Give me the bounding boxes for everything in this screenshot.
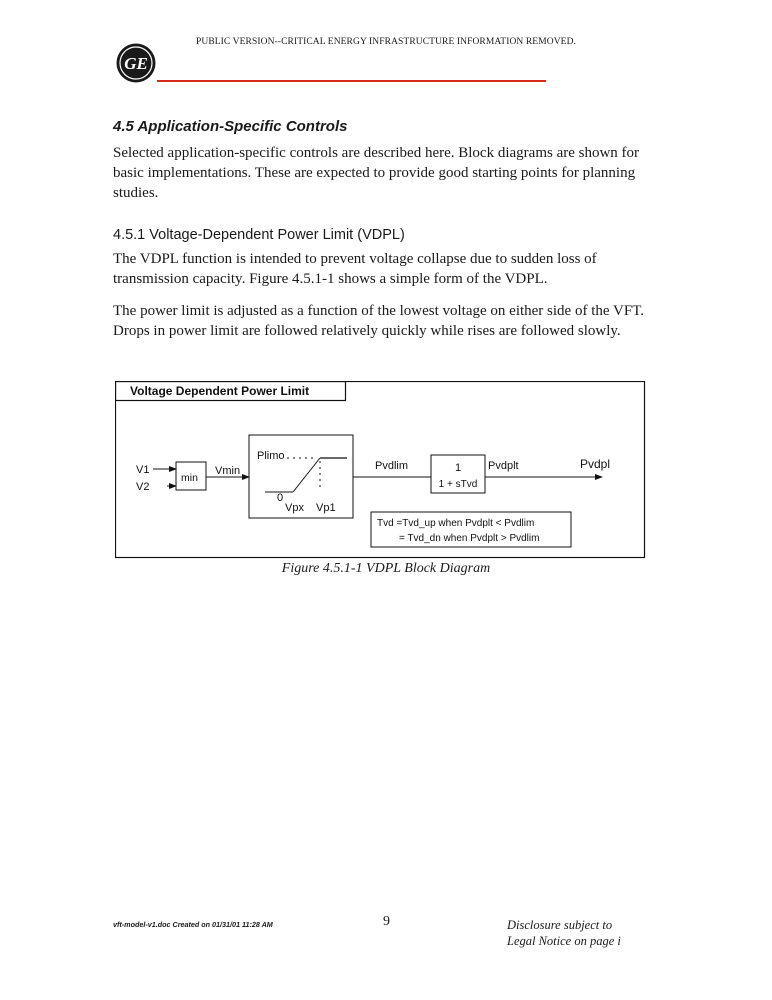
paragraph-1: The VDPL function is intended to prevent voltage collapse due to sudden loss of transmission capacity. Figure 4.5.1-1 shows a simple form of the VDPL. bbox=[113, 251, 597, 287]
plimo-label: Plimo bbox=[257, 450, 285, 462]
footer-disclosure bbox=[507, 917, 621, 949]
subsection-heading: 4.5.1 Voltage-Dependent Power Limit (VDPL) bbox=[113, 227, 405, 243]
figure-caption: Figure 4.5.1-1 VDPL Block Diagram bbox=[281, 561, 491, 576]
vdpl-block-diagram bbox=[115, 381, 646, 559]
limiter-ramp bbox=[293, 458, 320, 492]
pvdplt-label: Pvdplt bbox=[488, 460, 519, 472]
tvd-note-line-1: Tvd =Tvd_up when Pvdplt < Pvdlim bbox=[377, 518, 535, 529]
confidentiality-banner: PUBLIC VERSION--CRITICAL ENERGY INFRASTRUCTURE INFORMATION REMOVED. bbox=[195, 37, 577, 47]
disclosure-line-1: Disclosure subject to bbox=[507, 918, 613, 932]
paragraph-2: The power limit is adjusted as a function of the lowest voltage on either side of the VFT. Drops in power limit are followed relatively quickly while rises are followed slowly. bbox=[113, 303, 644, 339]
figure-title: Voltage Dependent Power Limit bbox=[130, 384, 310, 398]
tvd-note-line-2: = Tvd_dn when Pvdplt > Pvdlim bbox=[399, 533, 540, 544]
header-rule bbox=[157, 80, 546, 82]
page-number: 9 bbox=[383, 914, 390, 929]
vmin-label: Vmin bbox=[215, 465, 241, 477]
section-intro: Selected application-specific controls are described here. Block diagrams are shown for basic implementations. These are expected to provide good starting points for planning studies. bbox=[113, 145, 640, 201]
output-label: Pvdpl bbox=[580, 457, 611, 471]
lag-denominator: 1 + sTvd bbox=[438, 479, 478, 490]
pvdlim-label: Pvdlim bbox=[375, 460, 409, 472]
ge-logo bbox=[115, 42, 157, 84]
disclosure-line-2: Legal Notice on page i bbox=[507, 934, 621, 948]
lag-numerator: 1 bbox=[454, 462, 462, 474]
min-block-label: min bbox=[181, 472, 198, 484]
footer-file-info: vft-model-v1.doc Created on 01/31/01 11:28 AM bbox=[113, 920, 273, 929]
logo-text: GE bbox=[124, 54, 148, 73]
vp1-label: Vp1 bbox=[316, 502, 336, 514]
vpx-label: Vpx bbox=[285, 502, 304, 514]
input-v2-label: V2 bbox=[136, 481, 150, 493]
zero-label: 0 bbox=[277, 492, 284, 504]
input-v1-label: V1 bbox=[136, 464, 150, 476]
section-heading: 4.5 Application-Specific Controls bbox=[113, 118, 348, 135]
